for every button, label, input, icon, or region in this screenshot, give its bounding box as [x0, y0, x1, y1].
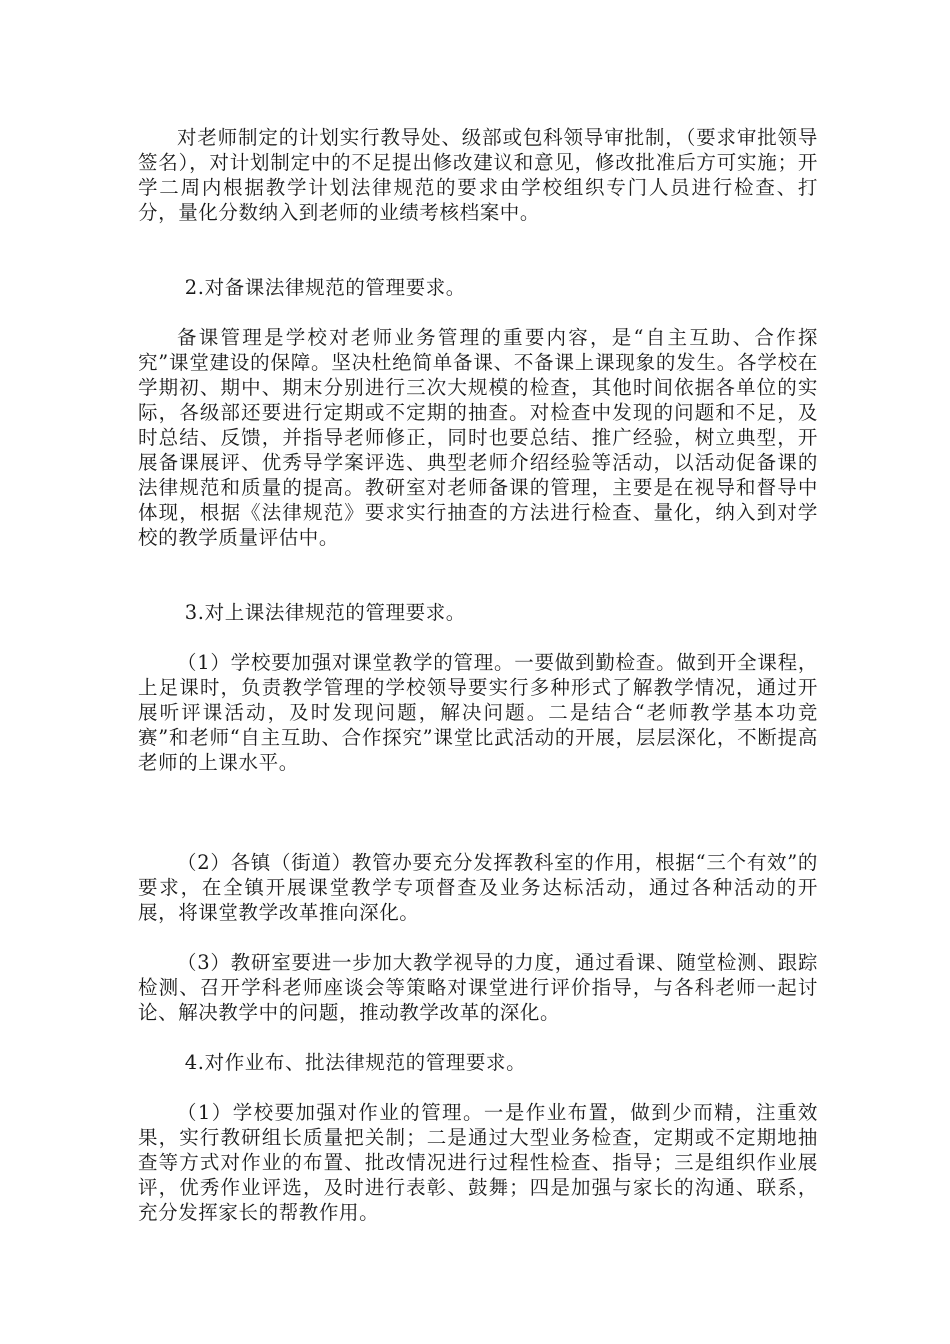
heading-teaching: 3.对上课法律规范的管理要求。	[184, 601, 466, 624]
heading-homework: 4.对作业布、批法律规范的管理要求。	[184, 1051, 527, 1074]
paragraph-plan-approval: 对老师制定的计划实行教导处、级部或包科领导审批制，（要求审批领导签名），对计划制定中的不足提出修改建议和意见，修改批准后方可实施；开学二周内根据教学计划法律规范的要求由学校组织专门人员进行检查、打分，量化分数纳入到老师的业绩考核档案中。	[138, 126, 818, 224]
paragraph-teaching-3: （3）教研室要进一步加大教学视导的力度，通过看课、随堂检测、跟踪检测、召开学科老师座谈会等策略对课堂进行评价指导，与各科老师一起讨论、解决教学中的问题，推动教学改革的深化。	[138, 951, 818, 1024]
heading-lesson-prep: 2.对备课法律规范的管理要求。	[184, 276, 466, 299]
paragraph-teaching-1: （1）学校要加强对课堂教学的管理。一要做到勤检查。做到开全课程，上足课时，负责教学管理的学校领导要实行多种形式了解教学情况，通过开展听评课活动，及时发现问题，解决问题。二是结合“老师教学基本功竞赛”和老师“自主互助、合作探究”课堂比武活动的开展，层层深化，不断提高老师的上课水平。	[138, 651, 818, 774]
paragraph-teaching-2: （2）各镇（街道）教管办要充分发挥教科室的作用，根据“三个有效”的要求，在全镇开展课堂教学专项督查及业务达标活动，通过各种活动的开展，将课堂教学改革推向深化。	[138, 851, 818, 924]
paragraph-lesson-prep: 备课管理是学校对老师业务管理的重要内容，是“自主互助、合作探究”课堂建设的保障。坚决杜绝简单备课、不备课上课现象的发生。各学校在学期初、期中、期末分别进行三次大规模的检查，其他时间依据各单位的实际，各级部还要进行定期或不定期的抽查。对检查中发现的问题和不足，及时总结、反馈，并指导老师修正，同时也要总结、推广经验，树立典型，开展备课展评、优秀导学案评选、典型老师介绍经验等活动，以活动促备课的法律规范和质量的提高。教研室对老师备课的管理，主要是在视导和督导中体现，根据《法律规范》要求实行抽查的方法进行检查、量化，纳入到对学校的教学质量评估中。	[138, 326, 818, 549]
paragraph-homework-1: （1）学校要加强对作业的管理。一是作业布置，做到少而精，注重效果，实行教研组长质量把关制；二是通过大型业务检查，定期或不定期地抽查等方式对作业的布置、批改情况进行过程性检查、指导；三是组织作业展评，优秀作业评选，及时进行表彰、鼓舞；四是加强与家长的沟通、联系，充分发挥家长的帮教作用。	[138, 1101, 818, 1224]
